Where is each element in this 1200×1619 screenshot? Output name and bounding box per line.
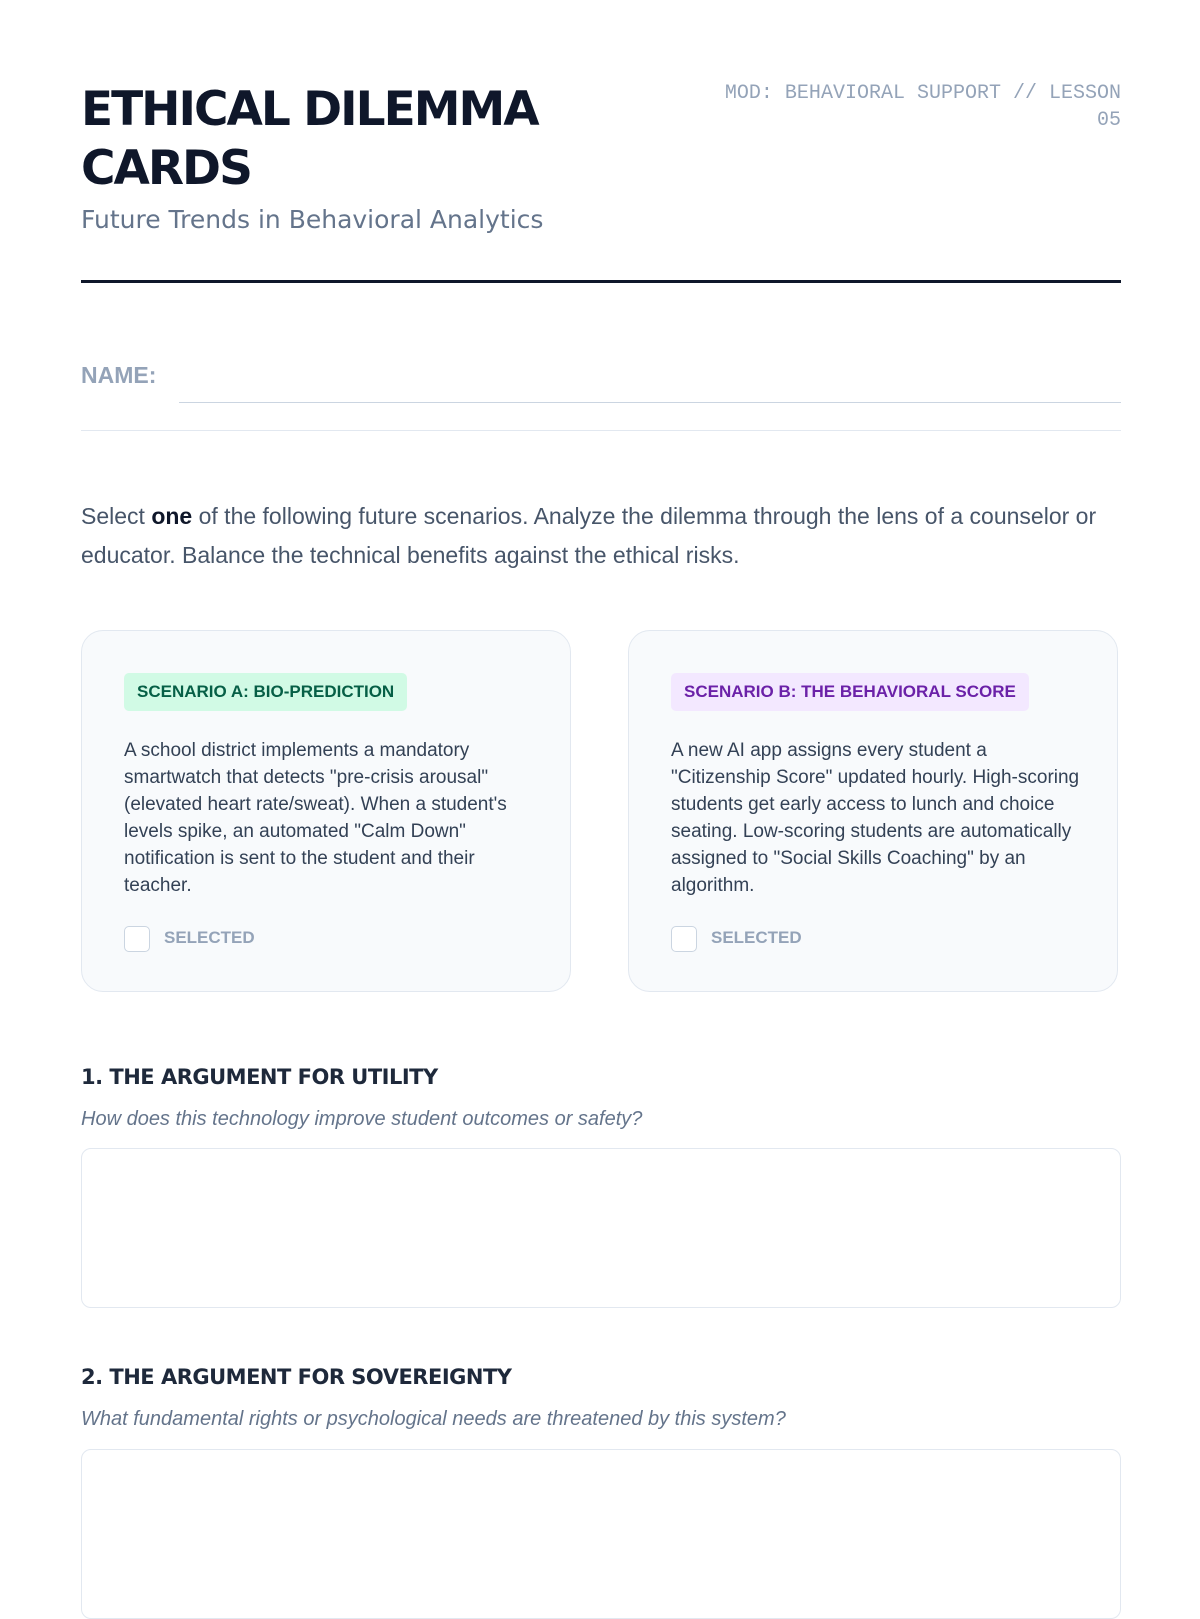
select-checkbox[interactable] xyxy=(671,926,697,952)
worksheet-page xyxy=(81,0,1121,1430)
scenario-card-a[interactable] xyxy=(81,630,571,992)
question-2-heading: 2. THE ARGUMENT FOR SOVEREIGNTY xyxy=(81,1365,512,1389)
question-1-answer-field[interactable] xyxy=(81,1148,1121,1308)
name-field[interactable] xyxy=(179,360,1121,403)
scenario-card-b[interactable] xyxy=(628,630,1118,992)
question-2-prompt: What fundamental rights or psychological needs are threatened by this system? xyxy=(81,1408,786,1430)
question-2-answer-field[interactable] xyxy=(81,1449,1121,1619)
module-lesson-label: MOD: BEHAVIORAL SUPPORT // LESSON 05 xyxy=(724,82,1121,132)
select-label[interactable]: SELECTED xyxy=(164,928,255,947)
scenario-tag: SCENARIO B: THE BEHAVIORAL SCORE xyxy=(671,673,1029,711)
select-label[interactable]: SELECTED xyxy=(711,928,802,947)
instructions-text xyxy=(81,497,1121,575)
select-checkbox[interactable] xyxy=(124,926,150,952)
scenario-description: A new AI app assigns every student a "Citizenship Score" updated hourly. High-scoring students get early access to lunch and choice seating. Low-scoring students are automatically assigned to "Social Skills Coaching" by an algorithm. xyxy=(671,740,1080,896)
instructions-body: of the following future scenarios. Analyze the dilemma through the lens of a counselor or educator. Balance the technical benefits against the ethical risks. xyxy=(81,503,1097,568)
question-1-heading: 1. THE ARGUMENT FOR UTILITY xyxy=(81,1065,438,1089)
scenario-tag: SCENARIO A: BIO-PREDICTION xyxy=(124,673,407,711)
page-title: ETHICAL DILEMMA CARDS xyxy=(81,82,538,196)
question-1-prompt: How does this technology improve student outcomes or safety? xyxy=(81,1108,643,1130)
page-subtitle: Future Trends in Behavioral Analytics xyxy=(81,205,544,234)
name-row xyxy=(81,360,1121,404)
name-divider xyxy=(81,430,1121,431)
name-label: NAME: xyxy=(81,362,157,388)
instructions-lead: Select xyxy=(81,503,152,529)
scenario-description: A school district implements a mandatory smartwatch that detects "pre-crisis arousal" (elevated heart rate/sweat). When a student's levels spike, an automated "Calm Down" notification is sent to the student and their teacher. xyxy=(124,740,507,896)
header-divider xyxy=(81,280,1121,283)
instructions-emphasis: one xyxy=(151,503,193,529)
worksheet-header xyxy=(81,0,1121,284)
